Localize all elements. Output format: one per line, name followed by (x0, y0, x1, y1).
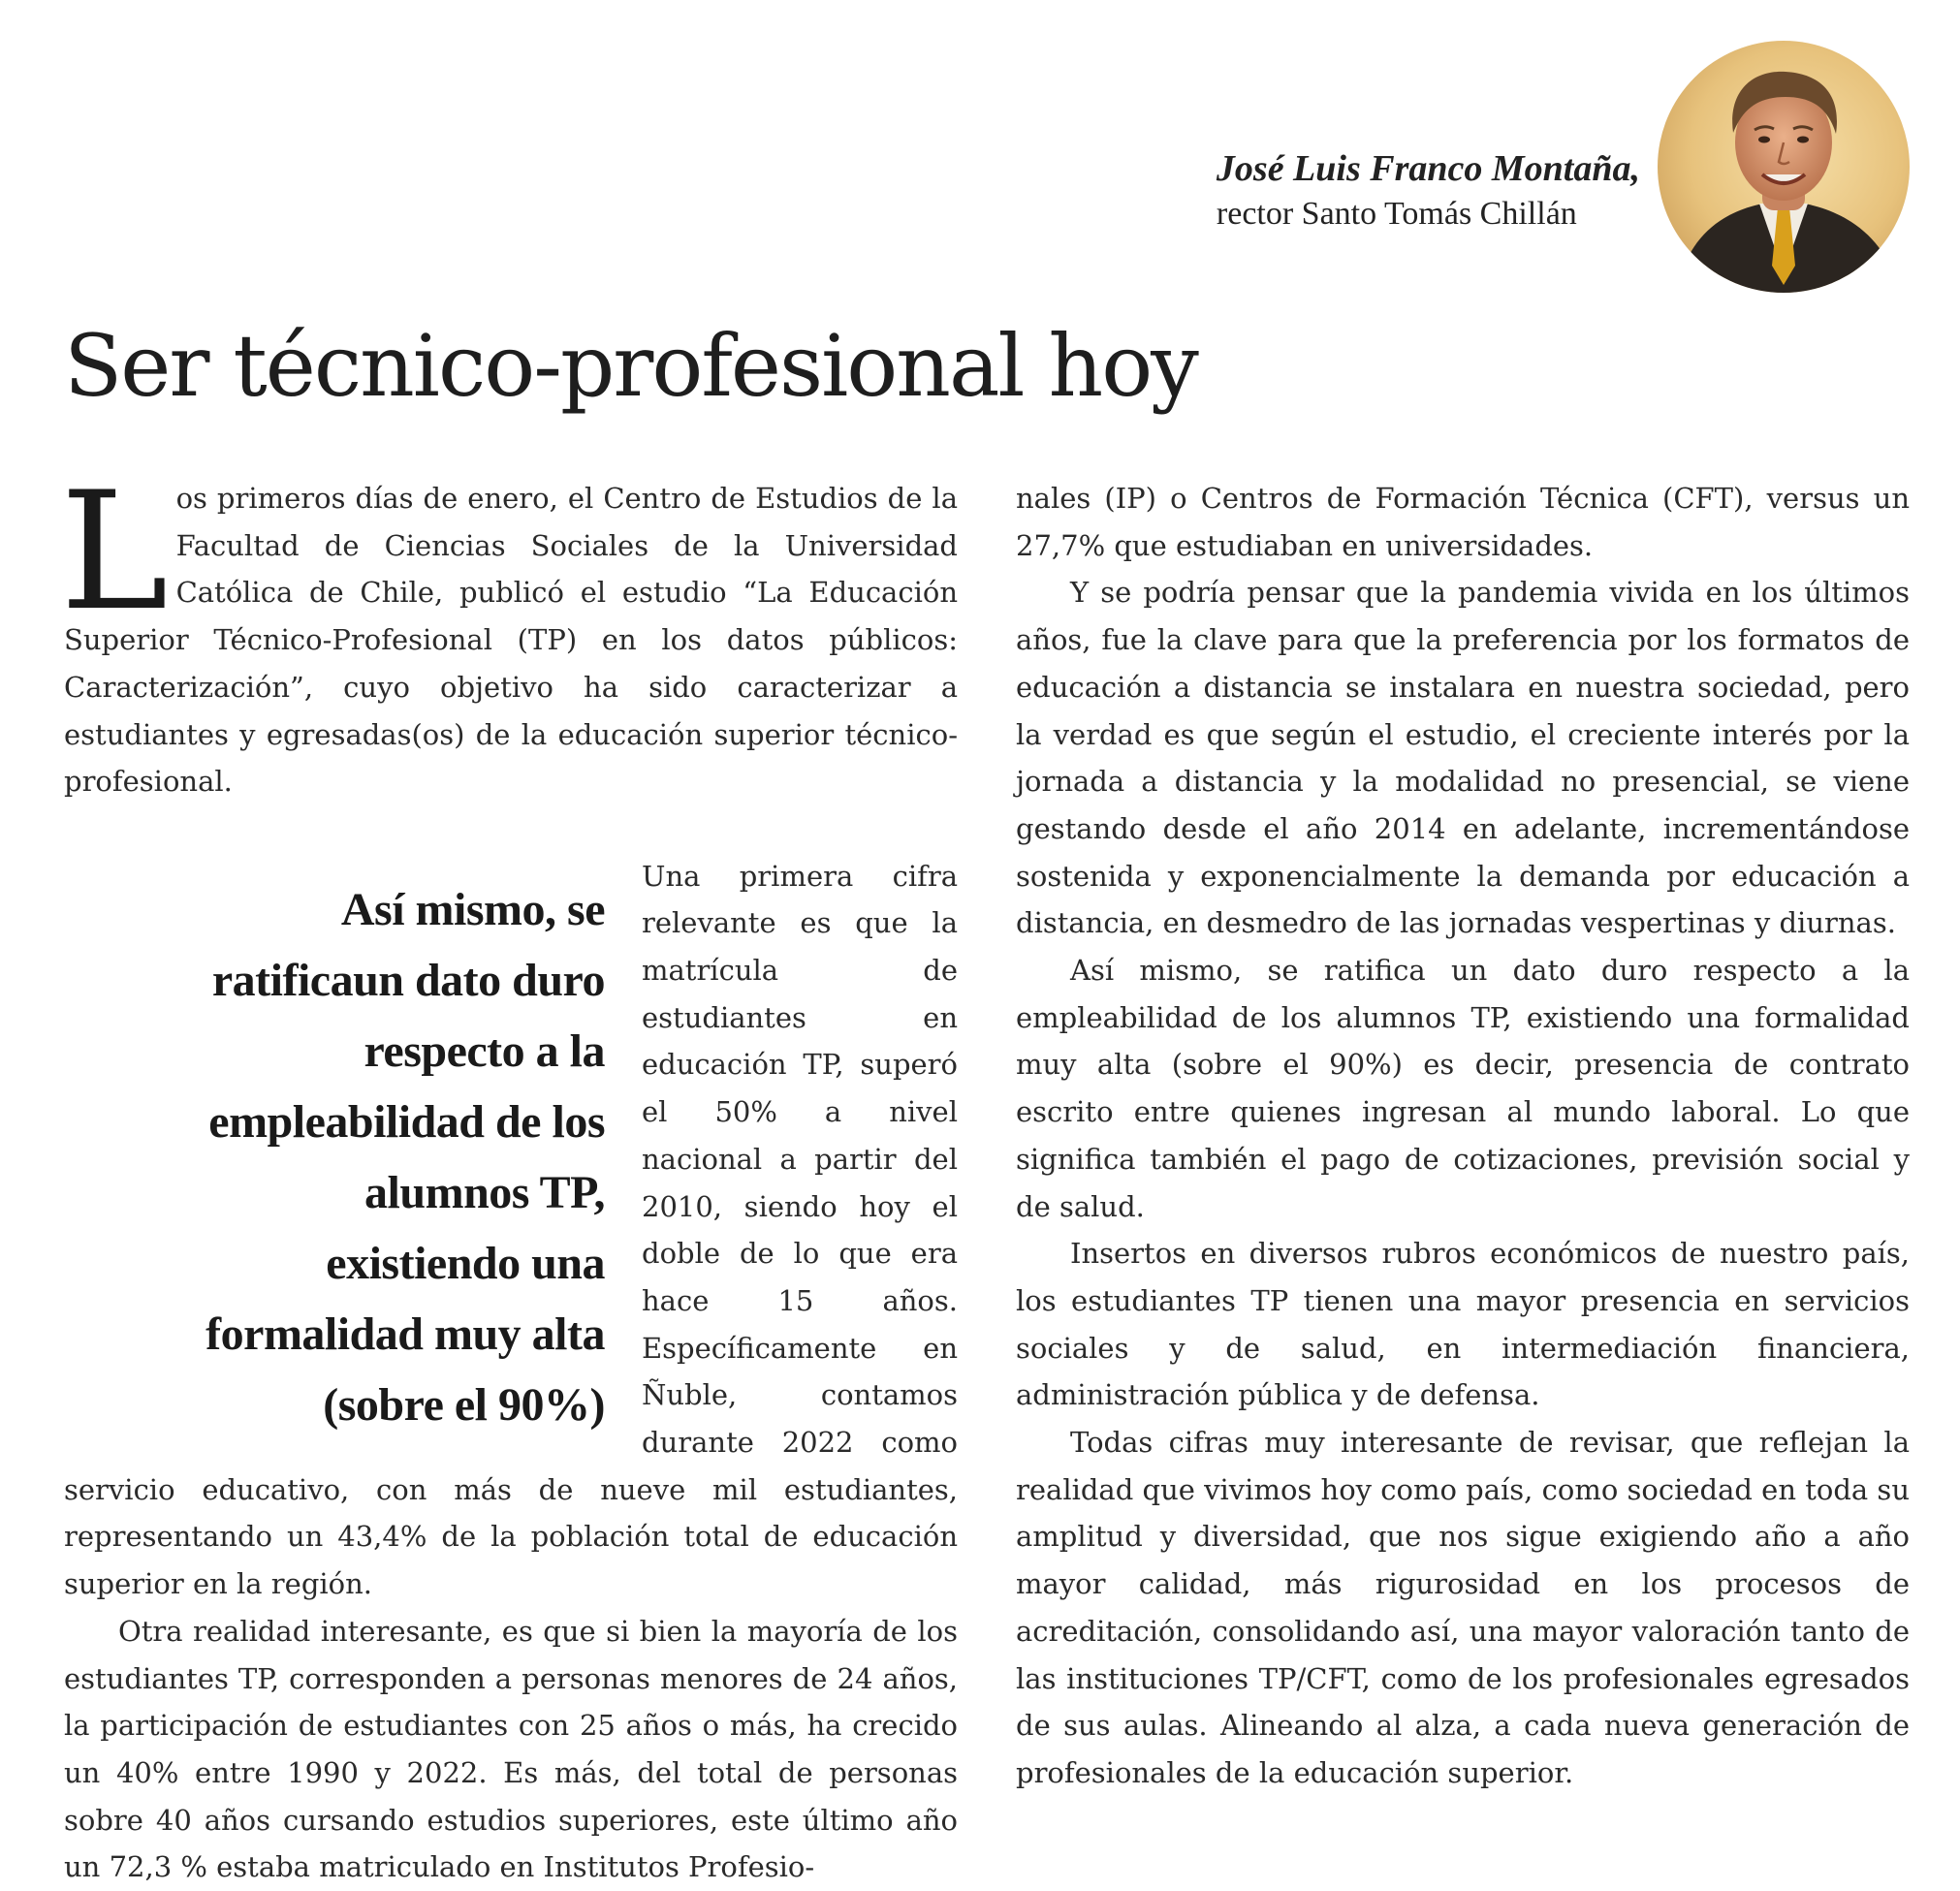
pull-quote-line: ratificaun dato duro (211, 954, 605, 1006)
pull-quote-line: formalidad muy alta (205, 1308, 605, 1360)
paragraph-text: Otra realidad interesante, es que si bien la mayoría de los estudiantes TP, corresponden a personas menores de 24 años, la participación de estudiantes con 25 años o más, ha crecido un 40% entre 1990 y 2022. Es más, del total de personas sobre 40 años cursando estudios superiores, este último año un 72,3 % estaba matriculado en Institutos Profesio- (64, 1614, 958, 1884)
author-role: rector Santo Tomás Chillán (1216, 196, 1577, 232)
paragraph (1016, 1230, 1910, 1419)
drop-cap: L (60, 457, 169, 646)
article-headline: Ser técnico-profesional hoy (64, 316, 1197, 416)
paragraph (1016, 475, 1910, 569)
paragraph-text: Y se podría pensar que la pandemia vivida en los últimos años, fue la clave para que la preferencia por los formatos de educación a distancia se instalara en nuestra sociedad, pero la verdad es que según el estudio, el creciente interés por la jornada a distancia y la modalidad no presencial, se viene gestando desde el año 2014 en adelante, incrementándose sostenida y exponencialmente la demanda por educación a distancia, en desmedro de las jornadas vespertinas y diurnas. (1016, 576, 1910, 940)
author-photo (1658, 41, 1910, 293)
pull-quote (64, 874, 605, 1440)
paragraph (1016, 1419, 1910, 1797)
pull-quote-line: (sobre el 90%) (323, 1378, 605, 1431)
paragraph-text: Así mismo, se ratifica un dato duro respecto a la empleabilidad de los alumnos TP, existiendo una formalidad muy alta (sobre el 90%) es decir, presencia de contrato escrito entre quienes ingresan al mundo laboral. Lo que significa también el pago de cotizaciones, previsión social y de salud. (1016, 954, 1910, 1223)
pull-quote-line: respecto a la (364, 1024, 605, 1077)
paragraph-text: Insertos en diversos rubros económicos de nuestro país, los estudiantes TP tienen una mayor presencia en servicios sociales y de salud, en intermediación financiera, administración pública y de defensa. (1016, 1237, 1910, 1412)
paragraph-text: os primeros días de enero, el Centro de Estudios de la Facultad de Ciencias Sociales de la Universidad Católica de Chile, publicó el estudio “La Educación Superior Técnico-Profesional (TP) en los datos públicos: Caracterización”, cuyo objetivo ha sido caracterizar a estudiantes y egresadas(os) de la educación superior técnico-profesional. (64, 482, 958, 799)
paragraph (1016, 947, 1910, 1230)
person-portrait-icon (1658, 41, 1910, 293)
article-column-right (1016, 475, 1910, 1797)
pull-quote-line: existiendo una (326, 1237, 605, 1289)
paragraph (64, 1608, 958, 1891)
paragraph (60, 457, 958, 805)
paragraph-text: Una primera cifra relevante es que la matrícula de estudiantes en educación TP, superó el 50% a nivel nacional a partir del 2010, siendo hoy el doble de lo que era hace 15 años. Específicamente en Ñuble, contamos durante 2022 como servicio educativo, con más de nueve mil estudiantes, representando un 43,4% de la población total de educación superior en la región. (64, 859, 958, 1601)
paragraph-text: Todas cifras muy interesante de revisar, que reflejan la realidad que vivimos hoy como país, como sociedad en toda su amplitud y diversidad, que nos sigue exigiendo año a año mayor calidad, más rigurosidad en los procesos de acreditación, consolidando así, una mayor valoración tanto de las instituciones TP/CFT, como de los profesionales egresados de sus aulas. Alineando al alza, a cada nueva generación de profesionales de la educación superior. (1016, 1426, 1910, 1789)
author-name: José Luis Franco Montaña, (1216, 148, 1640, 189)
pull-quote-line: Así mismo, se (340, 883, 605, 935)
pull-quote-line: empleabilidad de los (208, 1095, 605, 1148)
paragraph-text: nales (IP) o Centros de Formación Técnica (CFT), versus un 27,7% que estudiaban en universidades. (1016, 482, 1910, 562)
pull-quote-line: alumnos TP, (364, 1166, 605, 1218)
paragraph (64, 805, 958, 1608)
paragraph (1016, 569, 1910, 947)
author-byline (1217, 145, 1640, 236)
article-column-left (60, 457, 958, 1891)
